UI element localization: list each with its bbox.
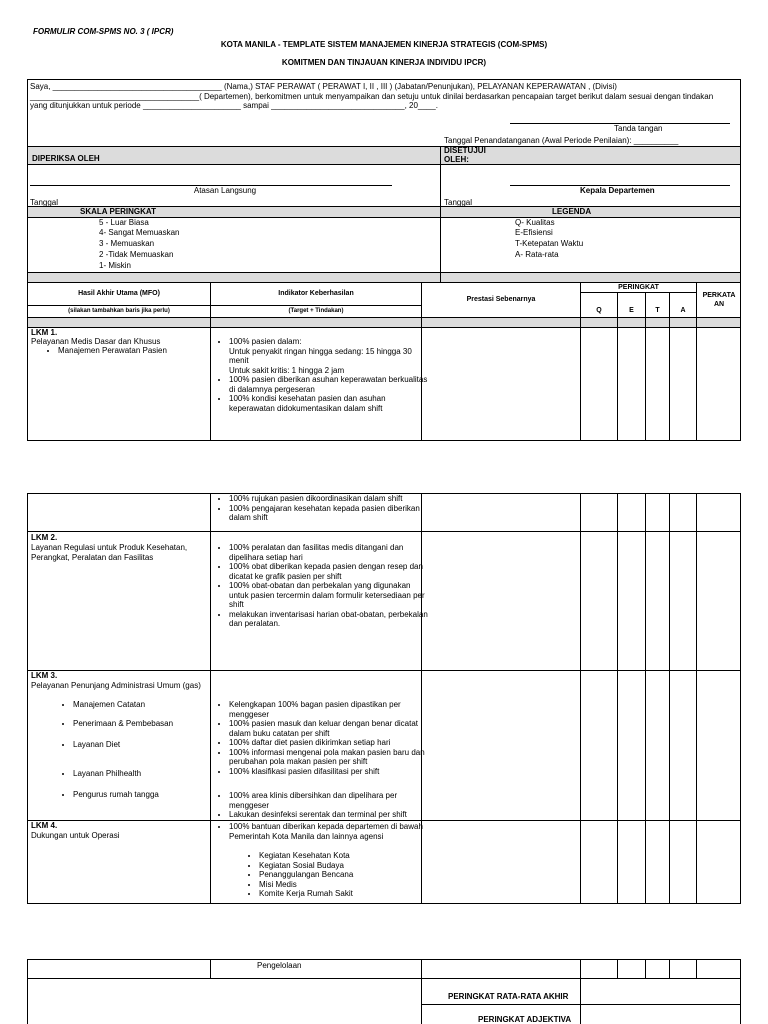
lkm3-code: LKM 3. [31,671,58,680]
lkm1-cont-list [214,494,432,523]
legend-item: Q- Kualitas [515,218,555,227]
lkm3-indicator: • 100% pasien masuk dan keluar dengan benar dicatat dalam buku catatan per shift [229,719,432,738]
reviewed-by-label: DIPERIKSA OLEH [32,154,100,163]
final-average-rating-label: PERINGKAT RATA-RATA AKHIR [448,992,569,1001]
commitment-line-3: yang ditunjukkan untuk periode ______________________ sampai ______________________________, 20____. [30,101,438,110]
lkm1-indicator: • 100% rujukan pasien dikoordinasikan dalam shift [229,494,432,504]
signature-label: Tanda tangan [614,124,663,133]
lkm4-sub-item: • Komite Kerja Rumah Sakit [259,889,429,899]
lkm3-sub-list [58,700,223,710]
form-code: FORMULIR COM-SPMS NO. 3 ( IPCR) [33,27,174,36]
lkm1-indicator: • 100% pasien diberikan asuhan keperawatan berkualitas di dalamnya pergeseran [229,375,432,394]
col-indicator-header: Indikator Keberhasilan [278,290,354,297]
lkm4-title: Dukungan untuk Operasi [31,831,120,840]
lkm3-indicator: • 100% klasifikasi pasien difasilitasi per shift [229,767,432,777]
legend-item: T-Ketepatan Waktu [515,239,584,248]
lkm1-indicator: • 100% pasien dalam: Untuk penyakit ringan hingga sedang: 15 hingga 30 menit Untuk sakit kritis: 1 hingga 2 jam [229,337,432,375]
lkm2-indicator-list [214,543,432,629]
lkm4-indicator: • 100% bantuan diberikan kepada departemen di bawah Pemerintah Kota Manila dan lainnya agensi [229,822,429,841]
lkm3-sub-item: • Manajemen Catatan [73,700,223,710]
lkm3-sub-list [58,769,223,779]
lkm2-code: LKM 2. [31,533,58,542]
lkm4-sub-list [244,851,429,899]
legend-item: A- Rata-rata [515,250,559,259]
col-actual-header: Prestasi Sebenarnya [466,296,536,303]
lkm2-indicator: • 100% peralatan dan fasilitas medis ditangani dan dipelihara setiap hari [229,543,432,562]
lkm3-sub-item: • Layanan Philhealth [73,769,223,779]
date-right-label: Tanggal [444,198,473,207]
lkm1-code: LKM 1. [31,328,58,337]
rating-scale-title: SKALA PERINGKAT [80,207,156,216]
lkm2-title: Layanan Regulasi untuk Produk Kesehatan, Perangkat, Peralatan dan Fasilitas [31,543,188,562]
approved-by-label: DISETUJUI OLEH: [444,146,486,164]
lkm3-sub-item: • Layanan Diet [73,740,223,750]
lkm4-sub-item: • Kegiatan Sosial Budaya [259,861,429,871]
rating-scale-item: 1- Miskin [99,261,132,270]
col-rating-header: PERINGKAT [618,284,659,291]
lkm1-indicator: • 100% kondisi kesehatan pasien dan asuhan keperawatan didokumentasikan dalam shift [229,394,432,413]
signing-date-label: Tanggal Penandatanganan (Awal Periode Penilaian): __________ [444,136,679,145]
lkm3-sub-item: • Penerimaan & Pembebasan [73,719,223,729]
lkm4-code: LKM 4. [31,821,58,830]
col-remarks-header: PERKATA AN [702,292,736,308]
lkm3-indicator: • 100% informasi mengenai pola makan pasien baru dan perubahan pola makan pasien per shift [229,748,432,767]
lkm3-sub-list [58,790,223,800]
date-left-label: Tanggal [30,198,59,207]
legend-title: LEGENDA [552,207,592,216]
col-mfo-subheader: (silakan tambahkan baris jika perlu) [68,308,170,314]
lkm3-sub-list [58,719,223,729]
col-t-header: T [655,307,660,314]
lkm4-sub-item: • Penanggulangan Bencana [259,870,429,880]
rating-scale-item: 3 - Memuaskan [99,239,155,248]
lkm4-sub-item: • Kegiatan Kesehatan Kota [259,851,429,861]
rating-scale-item: 2 -Tidak Memuaskan [99,250,174,259]
lkm4-sub-item: • Misi Medis [259,880,429,890]
commitment-line-1: Saya, ______________________________________ (Nama,) STAF PERAWAT ( PERAWAT I, II , III ) (Jabatan/Penunjukan), PELAYANAN KEPERAWATAN , (Divisi) [30,82,617,91]
rating-scale-item: 5 - Luar Biasa [99,218,149,227]
lkm3-sub-list [58,740,223,750]
lkm3-indicator-list-2 [214,791,432,820]
lkm3-title: Pelayanan Penunjang Administrasi Umum (gas) [31,681,201,690]
department-head-label: Kepala Departemen [580,186,655,195]
document-subtitle: KOMITMEN DAN TINJAUAN KINERJA INDIVIDU IPCR) [281,58,487,67]
lkm3-indicator: • Kelengkapan 100% bagan pasien dipastikan per menggeser [229,700,432,719]
lkm3-indicator: • Lakukan desinfeksi serentak dan terminal per shift [229,810,432,820]
lkm4-continued-text: Pengelolaan [257,961,302,970]
lkm4-indicator-list [214,822,429,841]
lkm1-sub-item: • Manajemen Perawatan Pasien [58,346,228,356]
col-q-header: Q [596,307,602,314]
lkm3-indicator: • 100% area klinis dibersihkan dan dipelihara per menggeser [229,791,432,810]
lkm2-indicator: • 100% obat-obatan dan perbekalan yang digunakan untuk pasien tercermin dalam formulir ketersediaan per shift [229,581,432,610]
col-a-header: A [680,307,686,314]
lkm2-indicator: • melakukan inventarisasi harian obat-obatan, perbekalan dan peralatan. [229,610,432,629]
rating-scale-item: 4- Sangat Memuaskan [99,228,180,237]
lkm1-title: Pelayanan Medis Dasar dan Khusus [31,337,161,346]
col-indicator-subheader: (Target + Tindakan) [288,308,344,314]
lkm1-indicator: • 100% pengajaran kesehatan kepada pasien diberikan dalam shift [229,504,432,523]
lkm3-indicator: • 100% daftar diet pasien dikirimkan setiap hari [229,738,432,748]
col-e-header: E [629,307,634,314]
document-title: KOTA MANILA - TEMPLATE SISTEM MANAJEMEN KINERJA STRATEGIS (COM-SPMS) [220,40,548,49]
legend-item: E-Efisiensi [515,228,553,237]
adjectival-rating-label: PERINGKAT ADJEKTIVA [478,1015,572,1024]
lkm1-indicator-list [214,337,432,413]
commitment-line-2: ______________________________________( Departemen), berkomitmen untuk menyampaikan dan setuju untuk dinilai berdasarkan pencapaian target berikut dalam sesuai dengan tindakan [30,92,714,101]
lkm1-sub-list [40,346,228,356]
immediate-supervisor-label: Atasan Langsung [193,186,257,195]
lkm3-sub-item: • Pengurus rumah tangga [73,790,223,800]
lkm3-indicator-list [214,700,432,776]
col-mfo-header: Hasil Akhir Utama (MFO) [78,290,160,297]
lkm2-indicator: • 100% obat diberikan kepada pasien dengan resep dan dicatat ke grafik pasien per shift [229,562,432,581]
